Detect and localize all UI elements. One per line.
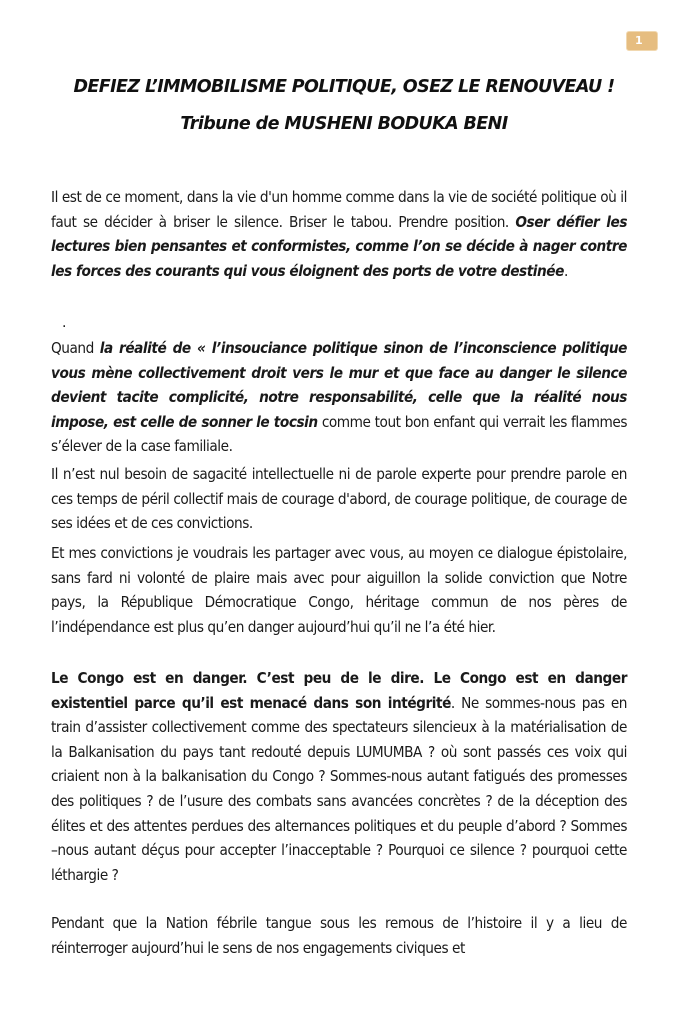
paragraph-4-text: Et mes convictions je voudrais les partager avec vous, au moyen ce dialogue épistolaire, sans fard ni volonté de plaire mais avec pour aiguillon la solide conviction que Notre pays, la République Démocratique Congo, héritage commun de nos pères de l’indépendance est plus qu’en danger aujourd’hui qu’il ne l’a été hier.: [51, 544, 627, 636]
paragraph-3: [51, 462, 627, 536]
paragraph-5-emphasis: e Congo est en danger. C’est peu de le dire. Le Congo est en danger existentiel parce qu’il est menacé dans son intégrité: [51, 669, 627, 712]
separator-dot: .: [62, 315, 67, 331]
paragraph-2-text: comme tout bon enfant qui verrait les flammes s’élever de la case familiale.: [51, 412, 627, 456]
paragraph-2: [51, 336, 627, 459]
paragraph-5: [51, 666, 627, 887]
paragraph-5-lead: L: [51, 669, 60, 687]
paragraph-1-emphasis: Oser défier les lectures bien pensantes et conformistes, comme l’on se décide à nager contre les forces des courants qui vous éloignent des ports de votre destinée: [51, 212, 628, 280]
paragraph-1: [51, 185, 627, 283]
paragraph-2-emphasis: la réalité de « l’insouciance politique sinon de l’inconscience politique vous mène collectivement droit vers le mur et que face au danger le silence devient tacite complicité, notre responsabilité, celle que la réalité nous impose, est celle de sonner le tocsin: [51, 339, 627, 431]
paragraph-1-text: Il est de ce moment, dans la vie d'un homme comme dans la vie de société politique où il faut se décider à briser le silence. Briser le tabou. Prendre position.: [51, 188, 627, 231]
paragraph-2-lead: Quand: [51, 339, 100, 357]
page-number-badge: 1: [626, 31, 658, 51]
document-title: DEFIEZ L’IMMOBILISME POLITIQUE, OSEZ LE RENOUVEAU !: [73, 77, 615, 97]
paragraph-3-text: Il n’est nul besoin de sagacité intellectuelle ni de parole experte pour prendre parole en ces temps de péril collectif mais de courage d'abord, de courage politique, de courage de ses idées et de ces convictions.: [51, 465, 627, 533]
document-subtitle: Tribune de MUSHENI BODUKA BENI: [180, 114, 508, 134]
paragraph-1-end: .: [563, 261, 568, 280]
paragraph-4: [51, 541, 627, 639]
paragraph-5-text: . Ne sommes-nous pas en train d’assister collectivement comme des spectateurs silencieux à la matérialisation de la Balkanisation du pays tant redouté depuis LUMUMBA ? où sont passés ces voix qui criaient non à la balkanisation du Congo ? Sommes-nous autant fatigués des promesses des politiques ? de l’usure des combats sans avancées concrètes ? de la déception des élites et des attentes perdues des alternances politiques et du peuple d’abord ? Sommes –nous autant déçus pour accepter l’inacceptable ? Pourquoi ce silence ? pourquoi cette léthargie ?: [51, 693, 627, 884]
paragraph-6-text: Pendant que la Nation fébrile tangue sous les remous de l’histoire il y a lieu de réinterroger aujourd’hui le sens de nos engagements civiques et: [51, 914, 627, 957]
paragraph-6: [51, 911, 627, 960]
